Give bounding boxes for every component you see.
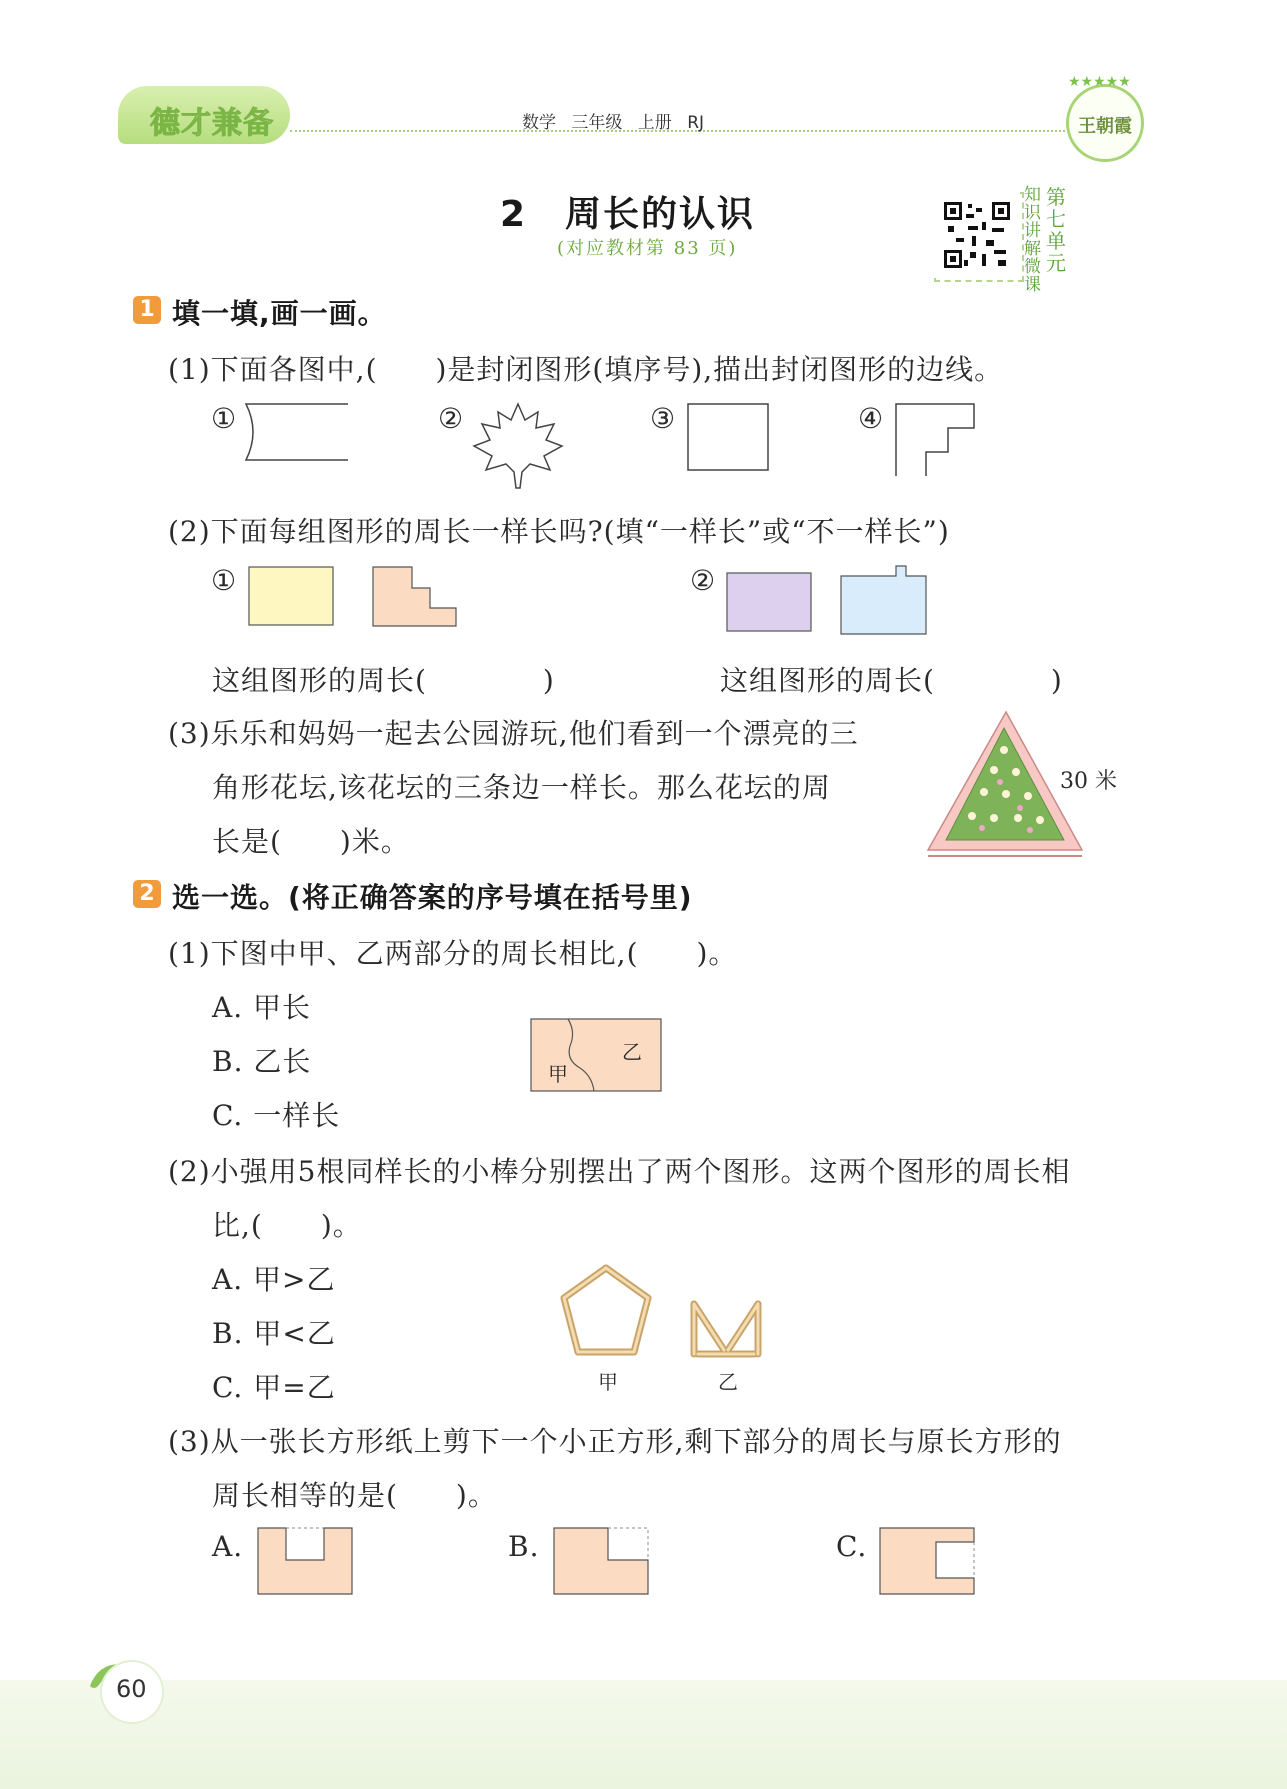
s1-q3-line1: (3)乐乐和妈妈一起去公园游玩,他们看到一个漂亮的三 [168, 717, 859, 750]
qr-code-pattern [942, 200, 1012, 270]
s2-q2-line2[interactable]: 比,( )。 [212, 1209, 362, 1242]
s2-q2-line1: (2)小强用5根同样长的小棒分别摆出了两个图形。这两个图形的周长相 [168, 1155, 1071, 1188]
s2-q3-option-c: C. [836, 1530, 868, 1563]
qr-caption-left: 知识讲解微课 [1024, 185, 1041, 295]
s2-q1-option-c: C. 一样长 [212, 1099, 341, 1132]
closed-rectangle-shape [686, 402, 770, 472]
peach-staircase-shape [372, 566, 460, 628]
lesson-title: 2 周长的认识 [500, 194, 756, 235]
lesson-subtitle: (对应教材第 83 页) [557, 238, 738, 259]
s2-q3-line2[interactable]: 周长相等的是( )。 [212, 1479, 497, 1512]
open-bracket-shape [240, 400, 350, 464]
s1-q2-answer-left[interactable]: 这组图形的周长( ) [212, 664, 555, 697]
s1-q1-label-4: ④ [858, 402, 884, 435]
s2-q1-option-b: B. 乙长 [212, 1045, 312, 1078]
blue-notched-rectangle [840, 564, 928, 636]
brand-name: 德才兼备 [150, 106, 274, 141]
s1-q1-label-1: ① [211, 402, 237, 435]
option-b-cut-corner [552, 1526, 652, 1596]
s1-q2-answer-right[interactable]: 这组图形的周长( ) [720, 664, 1063, 697]
s1-q3-line2: 角形花坛,该花坛的三条边一样长。那么花坛的周 [212, 771, 831, 804]
badge-name: 王朝霞 [1078, 116, 1132, 137]
fig-label-jia: 甲 [548, 1062, 568, 1086]
pentagon-sticks-figure [556, 1262, 656, 1362]
s2-q1-text[interactable]: (1)下图中甲、乙两部分的周长相比,( )。 [168, 937, 738, 970]
s2-q1-option-a: A. 甲长 [212, 991, 312, 1024]
maple-leaf-shape [470, 400, 566, 490]
section-2-number: 2 [133, 880, 161, 908]
s2-q2-option-b: B. 甲<乙 [212, 1317, 336, 1350]
s1-q1-text: (1)下面各图中,( )是封闭图形(填序号),描出封闭图形的边线。 [168, 353, 1004, 386]
s1-q1-label-2: ② [438, 402, 464, 435]
s1-q2-label-1: ① [211, 564, 237, 597]
s2-q3-option-a: A. [212, 1530, 244, 1563]
yellow-rectangle [248, 566, 336, 628]
m-shape-label: 乙 [718, 1370, 738, 1394]
s1-q3-line3[interactable]: 长是( )米。 [212, 825, 410, 858]
qr-caption-right: 第七单元 [1046, 185, 1066, 275]
option-a-cut-top-middle [256, 1526, 356, 1596]
s1-q2-label-2: ② [690, 564, 716, 597]
section-2-title: 选一选。(将正确答案的序号填在括号里) [172, 881, 693, 914]
section-1-title: 填一填,画一画。 [172, 297, 387, 330]
footer-band [0, 1680, 1287, 1789]
s2-q3-option-b: B. [508, 1530, 540, 1563]
badge-stars: ★★★★★ [1068, 74, 1131, 90]
triangle-side-length: 30 米 [1060, 769, 1117, 794]
m-shape-sticks-figure [688, 1298, 764, 1360]
option-c-cut-right-middle [878, 1526, 978, 1598]
s2-q2-option-c: C. 甲=乙 [212, 1371, 336, 1404]
s1-q2-text: (2)下面每组图形的周长一样长吗?(填“一样长”或“不一样长”) [168, 515, 950, 548]
pentagon-label: 甲 [598, 1370, 618, 1394]
header-info: 数学 三年级 上册 RJ [522, 113, 705, 133]
open-staircase-shape [892, 402, 976, 478]
section-1-number: 1 [133, 296, 161, 324]
s2-q3-line1: (3)从一张长方形纸上剪下一个小正方形,剩下部分的周长与原长方形的 [168, 1425, 1062, 1458]
lavender-rectangle [726, 572, 814, 634]
fig-label-yi: 乙 [622, 1040, 642, 1064]
page-number: 60 [116, 1675, 147, 1703]
s1-q1-label-3: ③ [650, 402, 676, 435]
s2-q2-option-a: A. 甲>乙 [212, 1263, 336, 1296]
qr-code-icon[interactable] [942, 200, 1012, 270]
